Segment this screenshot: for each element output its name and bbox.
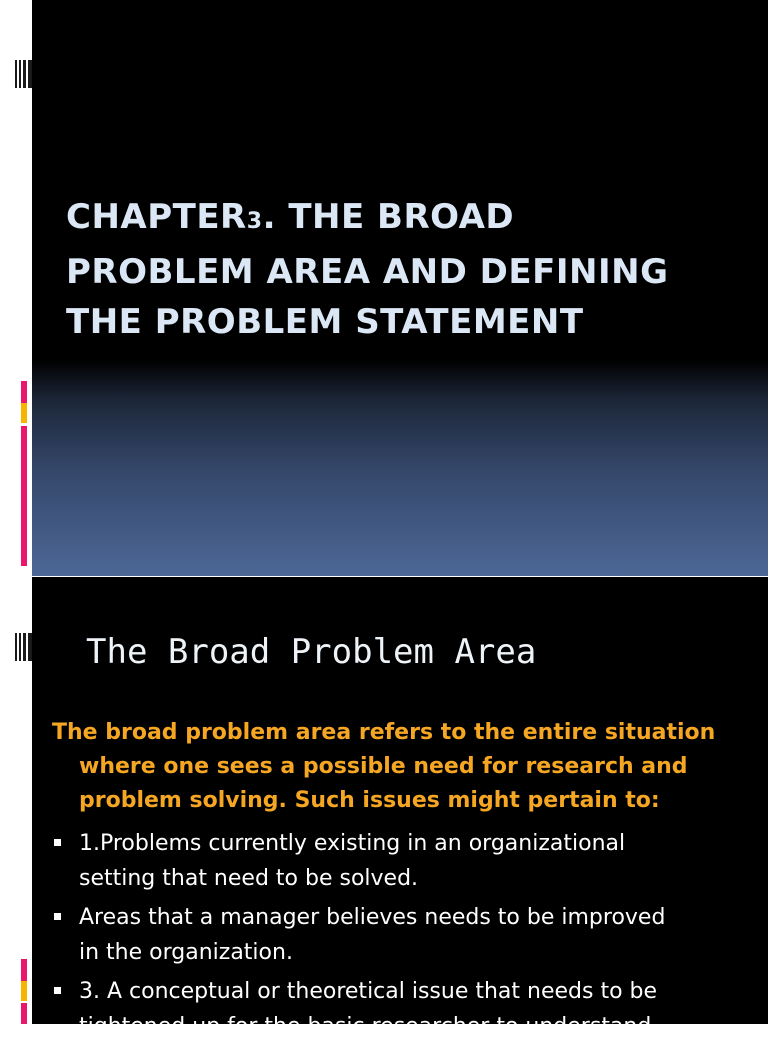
list-item: 3. A conceptual or theoretical issue that needs to be tightened up for the basic researcher to understand: [52, 974, 732, 1044]
square-bullet-icon: [54, 839, 61, 846]
pink-accent-bar-long: [21, 1003, 27, 1024]
barcode-decor-icon: [15, 633, 32, 661]
pink-accent-bar: [21, 381, 27, 403]
square-bullet-icon: [54, 913, 61, 920]
slide-title: CHAPTER3. THE BROAD PROBLEM AREA AND DEFINING THE PROBLEM STATEMENT: [66, 197, 669, 342]
pink-accent-bar: [21, 959, 27, 981]
section-title: The Broad Problem Area: [86, 632, 537, 672]
left-decor-strip: [0, 577, 32, 1024]
left-decor-strip: [0, 0, 32, 576]
pink-accent-bar-long: [21, 426, 27, 566]
bullet-list: [52, 826, 732, 1048]
yellow-accent-bar: [21, 403, 27, 423]
list-item: 1.Problems currently existing in an organizational setting that need to be solved.: [52, 826, 732, 896]
yellow-accent-bar: [21, 981, 27, 1001]
list-item: Areas that a manager believes needs to be improved in the organization.: [52, 900, 732, 970]
intro-paragraph: The broad problem area refers to the entire situation where one sees a possible need for research and problem solving. Such issues might pertain to:: [52, 720, 716, 813]
square-bullet-icon: [54, 987, 61, 994]
barcode-decor-icon: [15, 60, 32, 88]
